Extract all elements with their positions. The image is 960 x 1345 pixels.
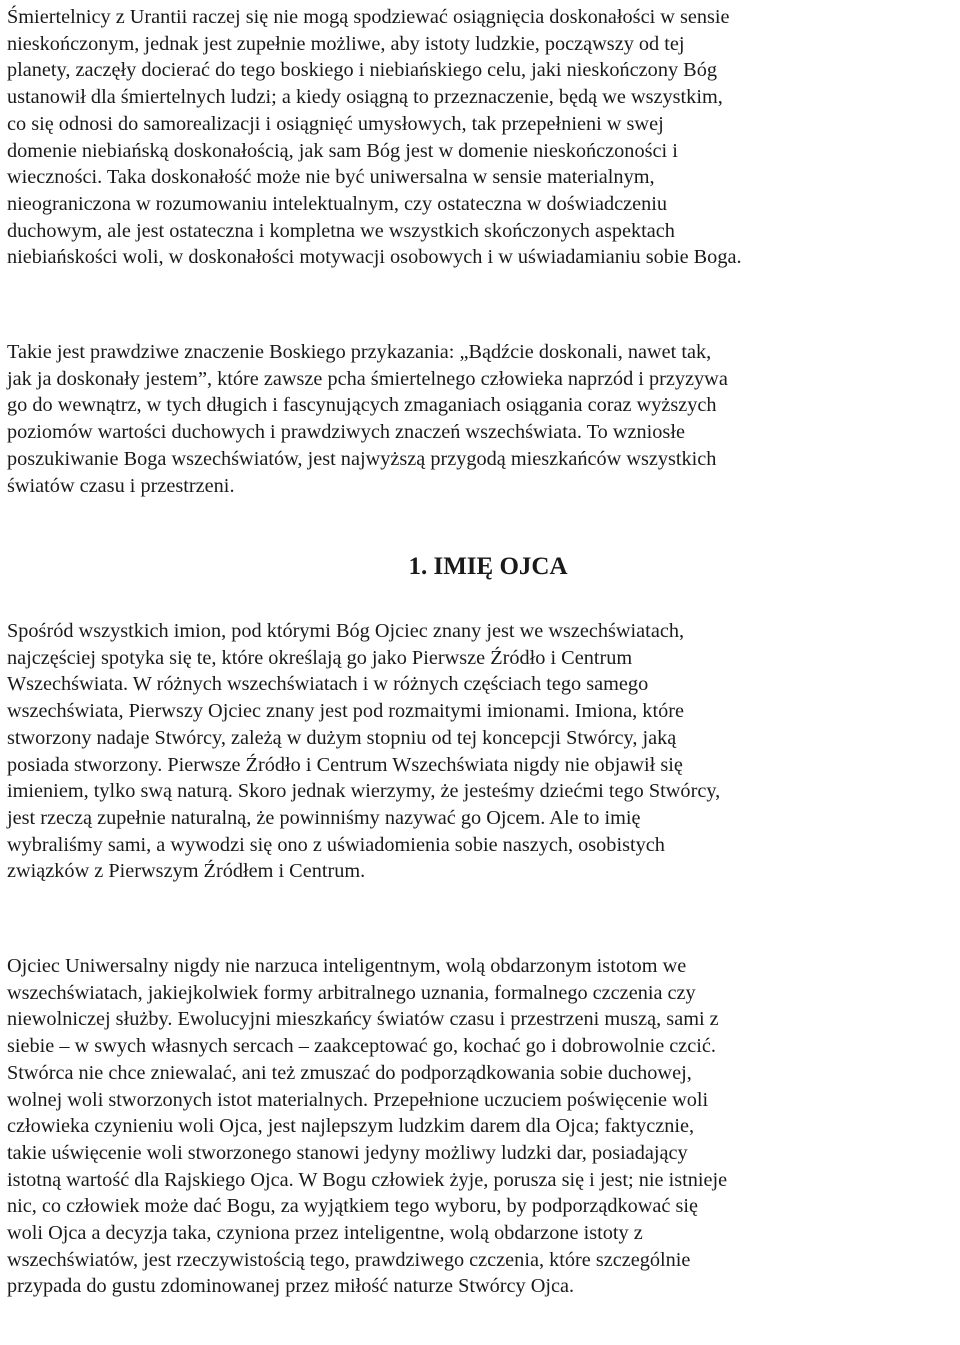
text-line: co się odnosi do samorealizacji i osiągnięć umysłowych, tak przepełnieni w swej [7,112,664,135]
text-line: Wszechświata. W różnych wszechświatach i w różnych częściach tego samego [7,673,649,696]
text-line: nieskończonym, jednak jest zupełnie możliwe, aby istoty ludzkie, począwszy od tej [7,32,685,55]
text-line: światów czasu i przestrzeni. [7,474,235,497]
text-line: człowieka czynieniu woli Ojca, jest najlepszym ludzkim darem dla Ojca; faktycznie, [7,1115,695,1138]
text-line: planety, zaczęły docierać do tego boskiego i niebiańskiego celu, jaki nieskończony Bóg [7,59,717,82]
text-line: poszukiwanie Boga wszechświatów, jest najwyższą przygodą mieszkańców wszystkich [7,447,717,470]
text-line: najczęściej spotyka się te, które określają go jako Pierwsze Źródło i Centrum [7,646,633,669]
text-line: siebie – w swych własnych sercach – zaakceptować go, kochać go i dobrowolnie czcić. [7,1035,717,1058]
text-line: wszechświata, Pierwszy Ojciec znany jest pod rozmaitymi imionami. Imiona, które [7,700,684,723]
text-line: wolnej woli stworzonych istot materialnych. Przepełnione uczuciem poświęcenie woli [7,1088,709,1111]
text-line: stworzony nadaje Stwórcy, zależą w dużym stopniu od tej koncepcji Stwórcy, jaką [7,726,677,749]
paragraph-commandment [7,339,728,499]
text-line: wszechświatów, jest rzeczywistością tego, prawdziwego czczenia, które szczególnie [7,1248,691,1271]
text-line: nieograniczona w rozumowaniu intelektualnym, czy ostateczna w doświadczeniu [7,192,668,215]
text-line: niebiańskości woli, w doskonałości motywacji osobowych i w uświadamianiu sobie Boga. [7,246,742,269]
text-line: duchowym, ale jest ostateczna i kompletna we wszystkich skończonych aspektach [7,219,675,242]
text-line: domenie niebiańską doskonałością, jak sam Bóg jest w domenie nieskończoności i [7,139,678,162]
text-line: wybraliśmy sami, a wywodzi się ono z uświadomienia sobie naszych, osobistych [7,833,665,856]
section-heading: 1. IMIĘ OJCA [408,553,568,580]
paragraph-father-name [7,618,720,885]
text-line: wieczności. Taka doskonałość może nie być uniwersalna w sensie materialnym, [7,166,655,189]
text-line: przypada do gustu zdominowanej przez miłość naturze Stwórcy Ojca. [7,1275,575,1298]
text-line: Śmiertelnicy z Urantii raczej się nie mogą spodziewać osiągnięcia doskonałości w sensie [7,6,730,28]
text-line: woli Ojca a decyzja taka, czyniona przez inteligentne, wolą obdarzone istoty z [7,1222,643,1245]
text-line: ustanowił dla śmiertelnych ludzi; a kiedy osiągną to przeznaczenie, będą we wszystkim, [7,86,723,109]
text-line: wszechświatach, jakiejkolwiek formy arbitralnego uznania, formalnego czczenia czy [7,981,696,1004]
text-line: istotną wartość dla Rajskiego Ojca. W Bogu człowiek żyje, porusza się i jest; nie istnieje [7,1168,728,1191]
paragraph-universal-father [7,953,727,1300]
text-line: niewolniczej służby. Ewolucyjni mieszkańcy światów czasu i przestrzeni muszą, sami z [7,1008,719,1031]
text-line: jak ja doskonały jestem”, które zawsze pcha śmiertelnego człowieka naprzód i przyzywa [7,367,728,390]
paragraph-perfection [7,4,742,271]
text-line: Spośród wszystkich imion, pod którymi Bóg Ojciec znany jest we wszechświatach, [7,620,685,642]
text-line: Stwórca nie chce zniewalać, ani też zmuszać do podporządkowania sobie duchowej, [7,1061,692,1084]
text-line: poziomów wartości duchowych i prawdziwych znaczeń wszechświata. To wzniosłe [7,421,685,444]
text-line: posiada stworzony. Pierwsze Źródło i Centrum Wszechświata nigdy nie objawił się [7,753,683,776]
text-line: Ojciec Uniwersalny nigdy nie narzuca inteligentnym, wolą obdarzonym istotom we [7,955,687,977]
text-line: go do wewnątrz, w tych długich i fascynujących zmaganiach osiągania coraz wyższych [7,394,717,417]
text-line: związków z Pierwszym Źródłem i Centrum. [7,860,366,883]
text-line: nic, co człowiek może dać Bogu, za wyjątkiem tego wyboru, by podporządkować się [7,1195,699,1218]
text-line: takie uświęcenie woli stworzonego stanowi jedyny możliwy ludzki dar, posiadający [7,1141,688,1164]
text-line: Takie jest prawdziwe znaczenie Boskiego przykazania: „Bądźcie doskonali, nawet tak, [7,341,712,363]
text-line: jest rzeczą zupełnie naturalną, że powinniśmy nazywać go Ojcem. Ale to imię [7,806,641,829]
text-line: imieniem, tylko swą naturą. Skoro jednak wierzymy, że jesteśmy dziećmi tego Stwórcy, [7,780,721,803]
